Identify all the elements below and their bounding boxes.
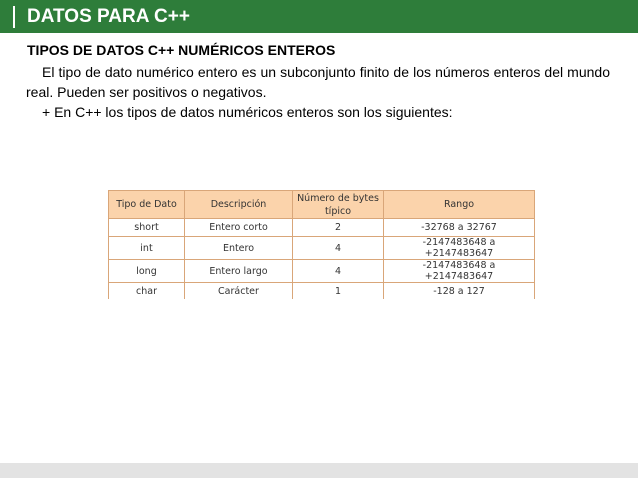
cell-descripcion: Carácter (185, 283, 293, 300)
cell-tipo: long (109, 260, 185, 283)
table-row (109, 260, 535, 283)
table-header-row (109, 191, 535, 219)
cell-bytes: 1 (293, 283, 384, 300)
header-bytes: Número de bytes típico (293, 191, 384, 219)
cell-bytes: 4 (293, 237, 384, 260)
slide-title: DATOS PARA C++ (27, 6, 190, 27)
list-intro-paragraph: + En C++ los tipos de datos numéricos enteros son los siguientes: (42, 104, 453, 120)
cell-tipo: short (109, 219, 185, 237)
header-tipo: Tipo de Dato (109, 191, 185, 219)
title-marker (13, 6, 15, 28)
title-bar (0, 0, 638, 33)
integer-types-table (108, 190, 535, 299)
table-row (109, 219, 535, 237)
cell-bytes: 4 (293, 260, 384, 283)
cell-tipo: int (109, 237, 185, 260)
header-rango: Rango (384, 191, 535, 219)
cell-descripcion: Entero largo (185, 260, 293, 283)
cell-rango: -2147483648 a +2147483647 (384, 260, 535, 283)
table-row (109, 237, 535, 260)
header-descripcion: Descripción (185, 191, 293, 219)
footer-bar (0, 463, 638, 478)
section-heading: TIPOS DE DATOS C++ NUMÉRICOS ENTEROS (27, 42, 336, 58)
intro-paragraph: El tipo de dato numérico entero es un subconjunto finito de los números enteros del mundo real. Pueden ser positivos o negativos. (26, 64, 610, 100)
cell-rango: -32768 a 32767 (384, 219, 535, 237)
cell-rango: -128 a 127 (384, 283, 535, 300)
table-row (109, 283, 535, 300)
cell-tipo: char (109, 283, 185, 300)
cell-descripcion: Entero corto (185, 219, 293, 237)
cell-descripcion: Entero (185, 237, 293, 260)
cell-rango: -2147483648 a +2147483647 (384, 237, 535, 260)
cell-bytes: 2 (293, 219, 384, 237)
